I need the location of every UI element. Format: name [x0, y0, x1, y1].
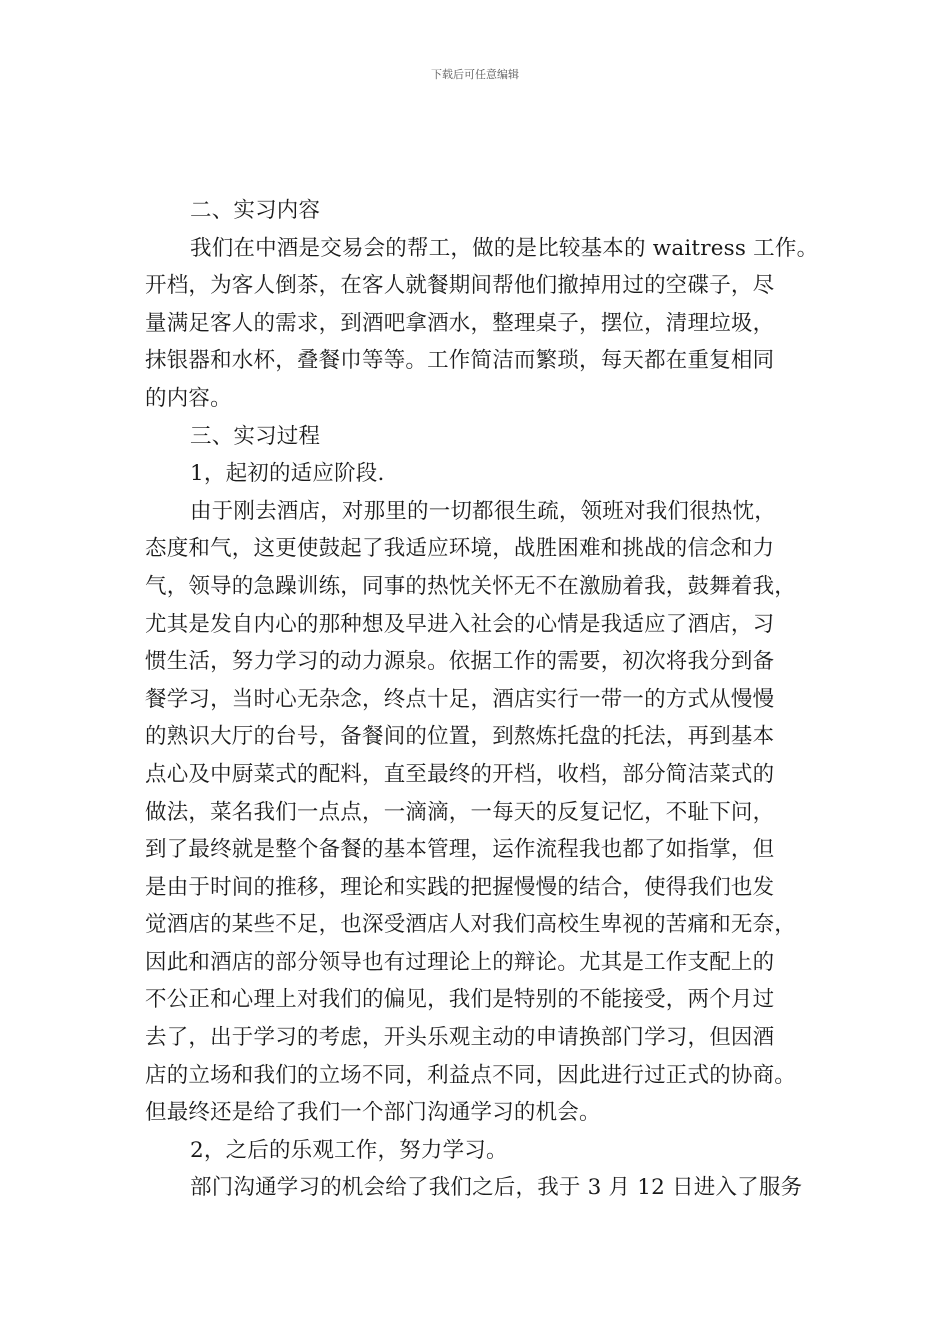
paragraph-line: 惯生活，努力学习的动力源泉。依据工作的需要，初次将我分到备: [145, 649, 775, 675]
paragraph-line: 不公正和心理上对我们的偏见，我们是特别的不能接受，两个月过: [145, 987, 775, 1013]
paragraph-line: 态度和气，这更使鼓起了我适应环境，战胜困难和挑战的信念和力: [145, 536, 775, 562]
paragraph-line: 餐学习，当时心无杂念，终点十足，酒店实行一带一的方式从慢慢: [145, 686, 775, 712]
paragraph-line: 做法，菜名我们一点点，一滴滴，一每天的反复记忆，不耻下问，: [145, 799, 775, 825]
paragraph-line: 但最终还是给了我们一个部门沟通学习的机会。: [145, 1100, 601, 1126]
paragraph-line: 开档，为客人倒茶，在客人就餐期间帮他们撤掉用过的空碟子，尽: [145, 273, 775, 299]
page-header: 下载后可任意编辑: [431, 68, 519, 81]
subheading-active-work: 2，之后的乐观工作，努力学习。: [190, 1137, 508, 1163]
document-body: [145, 192, 830, 1207]
paragraph-line: 由于刚去酒店，对那里的一切都很生疏，领班对我们很热忱，: [190, 498, 776, 524]
section-heading-content: 二、实习内容: [190, 198, 321, 223]
paragraph-line: 觉酒店的某些不足，也深受酒店人对我们高校生卑视的苦痛和无奈，: [145, 912, 797, 938]
paragraph-line: 的熟识大厅的台号，备餐间的位置，到熬炼托盘的托法，再到基本: [145, 724, 775, 750]
paragraph-line: 气，领导的急躁训练，同事的热忱关怀无不在激励着我，鼓舞着我，: [145, 573, 797, 599]
paragraph-line: 去了，出于学习的考虑，开头乐观主动的申请换部门学习，但因酒: [145, 1025, 775, 1051]
paragraph-line: 我们在中酒是交易会的帮工，做的是比较基本的 waitress 工作。: [190, 235, 819, 261]
paragraph-line: 点心及中厨菜式的配料，直至最终的开档，收档，部分简洁菜式的: [145, 761, 775, 787]
section-heading-process: 三、实习过程: [190, 423, 321, 449]
paragraph-line: 的内容。: [145, 385, 232, 411]
paragraph-line: 因此和酒店的部分领导也有过理论上的辩论。尤其是工作支配上的: [145, 949, 775, 975]
paragraph-line: 尤其是发自内心的那种想及早进入社会的心情是我适应了酒店，习: [145, 611, 775, 637]
paragraph-line: 量满足客人的需求，到酒吧拿酒水，整理桌子，摆位，清理垃圾，: [145, 310, 775, 336]
paragraph-line: 店的立场和我们的立场不同，利益点不同，因此进行过正式的协商。: [145, 1062, 797, 1088]
paragraph-line: 到了最终就是整个备餐的基本管理，运作流程我也都了如指掌，但: [145, 837, 775, 863]
paragraph-line: 抹银器和水杯，叠餐巾等等。工作简洁而繁琐，每天都在重复相同: [145, 348, 775, 374]
subheading-adaptation: 1，起初的适应阶段.: [190, 461, 385, 487]
paragraph-line: 部门沟通学习的机会给了我们之后，我于 3 月 12 日进入了服务: [190, 1175, 803, 1201]
paragraph-line: 是由于时间的推移，理论和实践的把握慢慢的结合，使得我们也发: [145, 874, 775, 900]
